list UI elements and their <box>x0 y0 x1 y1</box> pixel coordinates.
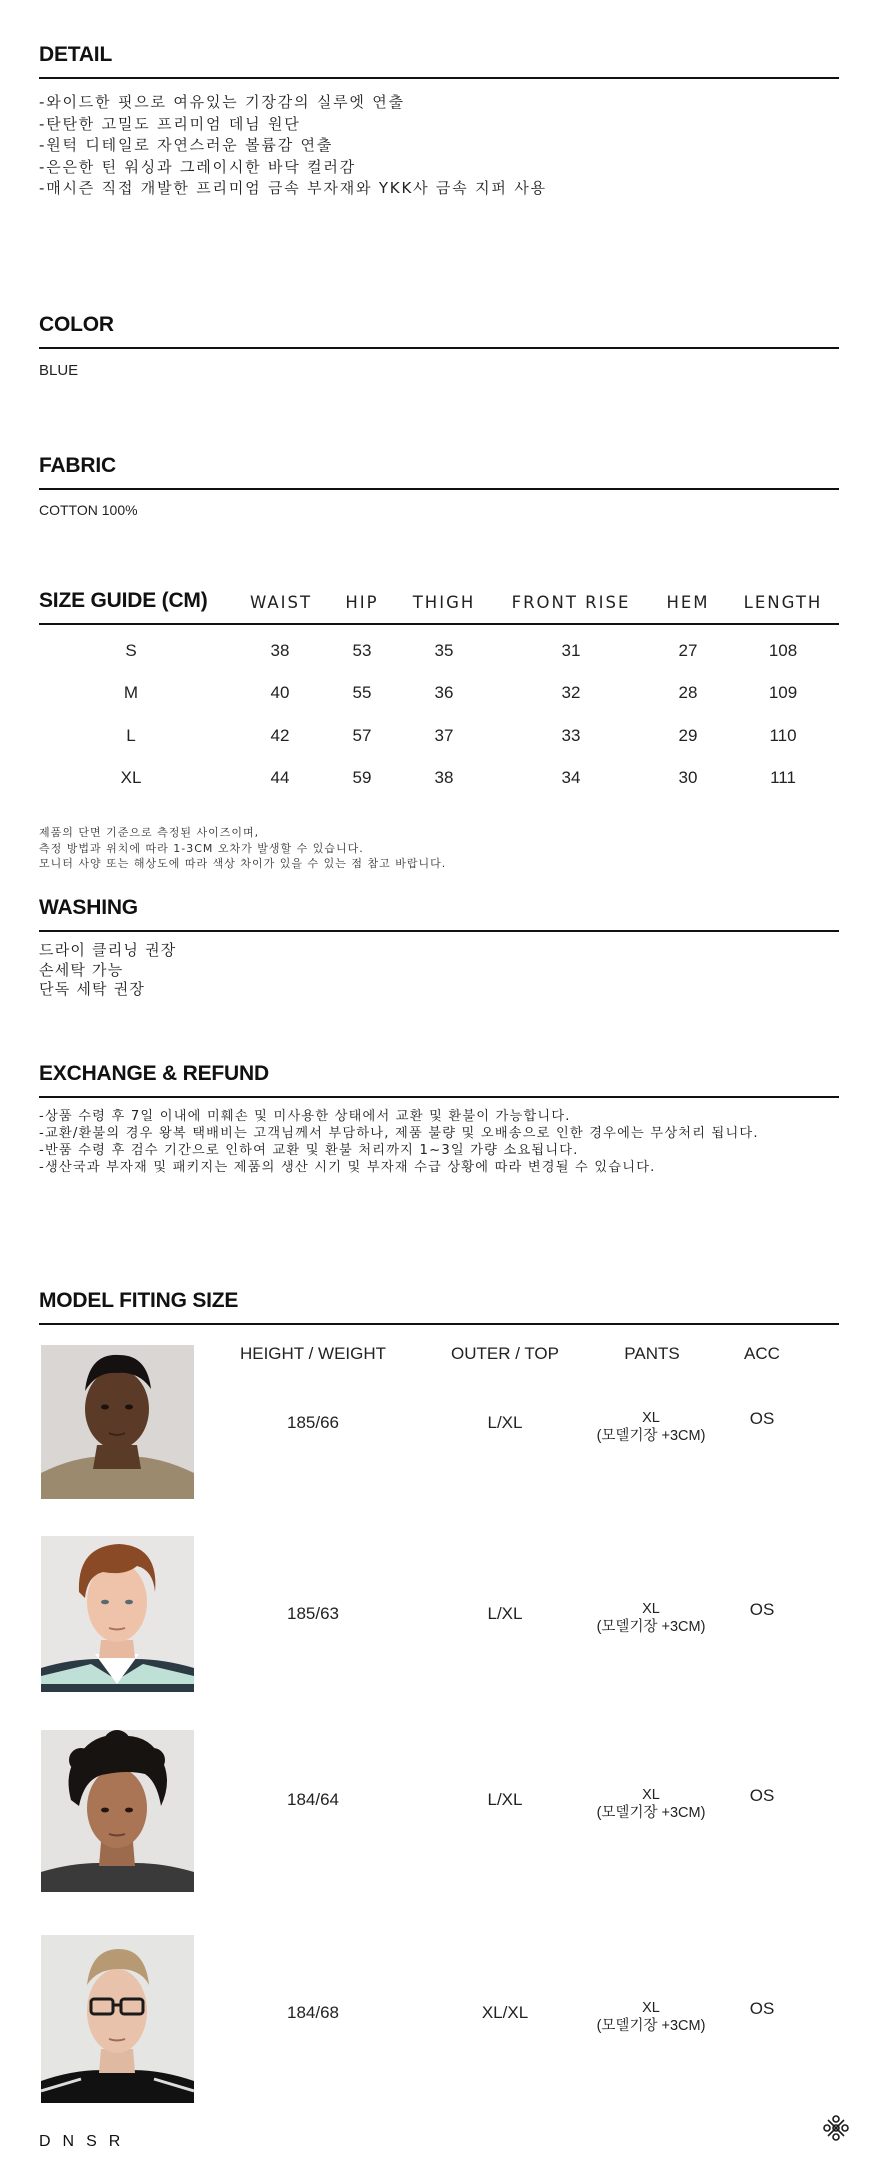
size-value: 28 <box>678 683 698 702</box>
model-pants <box>597 1786 706 1822</box>
model-height-weight: 185/66 <box>287 1413 339 1432</box>
size-value: 35 <box>434 641 454 660</box>
detail-list <box>39 92 547 200</box>
size-value: 110 <box>769 726 797 745</box>
size-value: 108 <box>768 641 798 660</box>
size-value: 34 <box>561 768 581 787</box>
model-height-weight: 184/64 <box>287 1790 339 1809</box>
size-value: 30 <box>678 768 698 787</box>
size-value: 37 <box>434 726 454 745</box>
size-value: 33 <box>561 726 581 745</box>
divider <box>39 1323 839 1325</box>
exchange-line: -교환/환불의 경우 왕복 택배비는 고객님께서 부담하나, 제품 불량 및 오배송으로 인한 경우에는 무상처리 됩니다. <box>39 1126 759 1141</box>
size-col-hip: HIP <box>345 593 379 612</box>
size-note-line: 모니터 사양 또는 해상도에 따라 색상 차이가 있을 수 있는 점 참고 바랍니다. <box>39 857 447 870</box>
washing-line: 손세탁 가능 <box>39 960 124 979</box>
model-height-weight: 185/63 <box>287 1604 339 1623</box>
model-photo <box>41 1730 194 1892</box>
divider <box>39 488 839 490</box>
model-photo <box>41 1345 194 1499</box>
divider <box>39 623 839 625</box>
size-notes <box>39 825 446 872</box>
size-value: 32 <box>561 683 581 702</box>
size-value: 59 <box>352 768 372 787</box>
ornament-icon <box>820 2112 852 2144</box>
washing-title: WASHING <box>39 896 138 919</box>
model-col-acc: ACC <box>744 1344 780 1363</box>
model-pants <box>597 1409 706 1445</box>
model-photo <box>41 1935 194 2103</box>
exchange-list <box>39 1108 759 1176</box>
size-value: 55 <box>352 683 372 702</box>
size-label: M <box>123 683 139 702</box>
fabric-value: COTTON 100% <box>39 502 138 518</box>
detail-title: DETAIL <box>39 43 113 66</box>
size-value: 27 <box>678 641 698 660</box>
size-value: 38 <box>434 768 454 787</box>
size-value: 31 <box>561 641 581 660</box>
model-pants-size: XL <box>642 1410 660 1426</box>
size-col-waist: WAIST <box>249 593 313 612</box>
size-guide-title: SIZE GUIDE (CM) <box>39 589 208 612</box>
size-value: 53 <box>352 641 372 660</box>
exchange-title: EXCHANGE & REFUND <box>39 1062 269 1085</box>
model-pants <box>597 1999 706 2035</box>
detail-line: -은은한 틴 워싱과 그레이시한 바닥 컬러감 <box>39 157 356 176</box>
size-col-hem: HEM <box>666 593 710 612</box>
model-acc: OS <box>749 1786 775 1805</box>
size-col-front-rise: FRONT RISE <box>511 593 631 612</box>
size-note-line: 제품의 단면 기준으로 측정된 사이즈이며, <box>39 826 260 839</box>
detail-line: -와이드한 핏으로 여유있는 기장감의 실루엣 연출 <box>39 93 405 111</box>
size-value: 36 <box>434 683 454 702</box>
model-pants <box>597 1600 706 1636</box>
model-pants-note: (모델기장 +3CM) <box>596 1619 706 1635</box>
divider <box>39 930 839 932</box>
detail-line: -원턱 디테일로 자연스러운 볼륨감 연출 <box>39 136 334 154</box>
washing-list <box>39 941 176 1000</box>
model-acc: OS <box>749 1409 775 1428</box>
brand-logo: DNSR <box>39 2133 133 2150</box>
size-label: L <box>126 726 136 745</box>
model-height-weight: 184/68 <box>287 2003 339 2022</box>
size-value: 40 <box>270 683 290 702</box>
model-outer-top: L/XL <box>487 1790 523 1809</box>
model-pants-size: XL <box>642 1601 660 1617</box>
exchange-line: -반품 수령 후 검수 기간으로 인하여 교환 및 환불 처리까지 1~3일 가량 소요됩니다. <box>39 1143 579 1158</box>
divider <box>39 347 839 349</box>
size-col-thigh: THIGH <box>412 593 476 612</box>
model-pants-note: (모델기장 +3CM) <box>596 1805 706 1821</box>
model-pants-note: (모델기장 +3CM) <box>596 2018 706 2034</box>
color-value: BLUE <box>39 362 79 379</box>
model-col-height-weight: HEIGHT / WEIGHT <box>239 1344 387 1363</box>
model-acc: OS <box>749 1999 775 2018</box>
model-pants-size: XL <box>642 1787 660 1803</box>
model-pants-note: (모델기장 +3CM) <box>596 1428 706 1444</box>
model-outer-top: L/XL <box>487 1413 523 1432</box>
washing-line: 드라이 클리닝 권장 <box>39 941 177 959</box>
color-title: COLOR <box>39 313 114 336</box>
size-label: XL <box>120 768 142 787</box>
divider <box>39 77 839 79</box>
fabric-title: FABRIC <box>39 454 116 477</box>
model-acc: OS <box>749 1600 775 1619</box>
exchange-line: -상품 수령 후 7일 이내에 미훼손 및 미사용한 상태에서 교환 및 환불이 가능합니다. <box>39 1109 571 1124</box>
size-value: 57 <box>352 726 372 745</box>
size-col-length: LENGTH <box>743 593 823 612</box>
size-value: 111 <box>770 768 796 787</box>
washing-line: 단독 세탁 권장 <box>39 980 146 998</box>
size-note-line: 측정 방법과 위치에 따라 1-3CM 오차가 발생할 수 있습니다. <box>39 841 364 855</box>
detail-line: -탄탄한 고밀도 프리미엄 데님 원단 <box>39 114 301 133</box>
size-value: 109 <box>768 683 798 702</box>
size-label: S <box>125 641 137 660</box>
model-col-outer-top: OUTER / TOP <box>450 1344 560 1363</box>
model-col-pants: PANTS <box>624 1344 680 1363</box>
size-value: 44 <box>270 768 290 787</box>
model-pants-size: XL <box>642 2000 660 2016</box>
divider <box>39 1096 839 1098</box>
model-outer-top: XL/XL <box>481 2003 529 2022</box>
detail-line: -매시즌 직접 개발한 프리미엄 금속 부자재와 YKK사 금속 지퍼 사용 <box>39 179 547 197</box>
size-value: 38 <box>270 641 290 660</box>
model-fitting-title: MODEL FITING SIZE <box>39 1289 239 1312</box>
model-photo <box>41 1536 194 1692</box>
size-value: 42 <box>270 726 290 745</box>
size-value: 29 <box>678 726 698 745</box>
exchange-line: -생산국과 부자재 및 패키지는 제품의 생산 시기 및 부자재 수급 상황에 따라 변경될 수 있습니다. <box>39 1160 656 1175</box>
model-outer-top: L/XL <box>487 1604 523 1623</box>
